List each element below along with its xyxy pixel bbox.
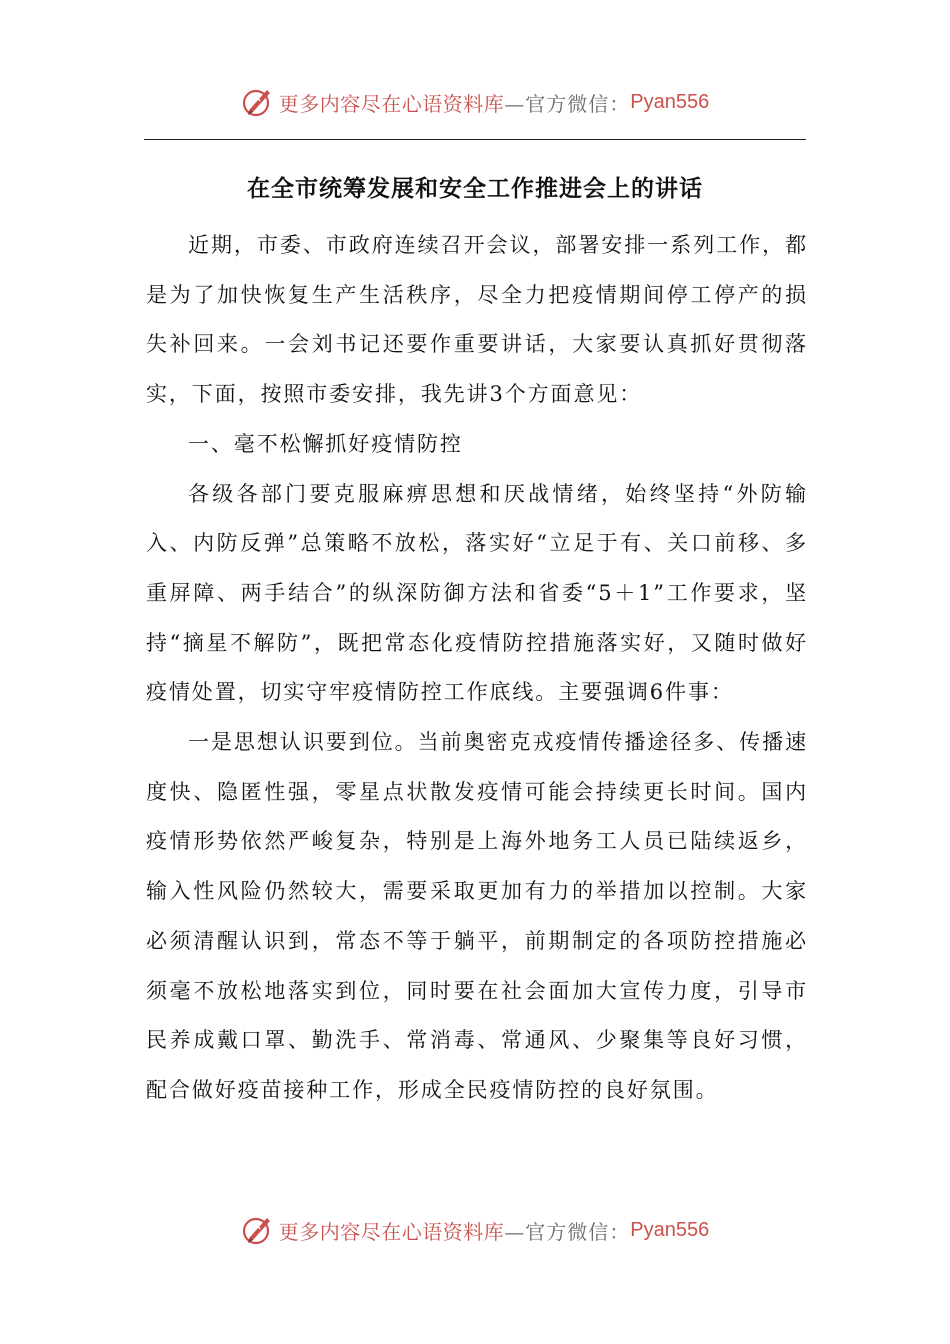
pen-logo-icon <box>241 1213 275 1247</box>
promo-text: 更多内容尽在心语资料库 <box>278 1219 505 1244</box>
wechat-id: Pyan556 <box>630 1218 710 1241</box>
wechat-id: Pyan556 <box>630 90 710 113</box>
paragraph-intro: 近期，市委、市政府连续召开会议，部署安排一系列工作，都是为了加快恢复生产生活秩序，尽全力把疫情期间停工停产的损失补回来。一会刘书记还要作重要讲话，大家要认真抓好贯彻落实，下面，按照市委安排，我先讲3个方面意见： <box>146 233 808 407</box>
document-title: 在全市统筹发展和安全工作推进会上的讲话 <box>247 175 703 202</box>
header-divider <box>144 139 806 140</box>
wechat-label: —官方微信： <box>504 91 631 116</box>
pen-logo-icon <box>241 85 275 119</box>
promo-text: 更多内容尽在心语资料库 <box>278 91 505 116</box>
wechat-label: —官方微信： <box>504 1219 631 1244</box>
footer-banner <box>0 1210 950 1250</box>
header-banner <box>0 82 950 122</box>
paragraph-point-1: 一是思想认识要到位。当前奥密克戎疫情传播途径多、传播速度快、隐匿性强，零星点状散发疫情可能会持续更长时间。国内疫情形势依然严峻复杂，特别是上海外地务工人员已陆续返乡，输入性风险仍然较大，需要采取更加有力的举措加以控制。大家必须清醒认识到，常态不等于躺平，前期制定的各项防控措施必须毫不放松地落实到位，同时要在社会面加大宣传力度，引导市民养成戴口罩、勤洗手、常消毒、常通风、少聚集等良好习惯，配合做好疫苗接种工作，形成全民疫情防控的良好氛围。 <box>146 730 808 1102</box>
paragraph-section-1: 各级各部门要克服麻痹思想和厌战情绪，始终坚持“外防输入、内防反弹”总策略不放松，落实好“立足于有、关口前移、多重屏障、两手结合”的纵深防御方法和省委“5＋1”工作要求，坚持“摘星不解防”，既把常态化疫情防控措施落实好，又随时做好疫情处置，切实守牢疫情防控工作底线。主要强调6件事： <box>146 481 808 705</box>
document-body <box>146 221 808 1116</box>
section-heading: 一、毫不松懈抓好疫情防控 <box>188 431 463 456</box>
